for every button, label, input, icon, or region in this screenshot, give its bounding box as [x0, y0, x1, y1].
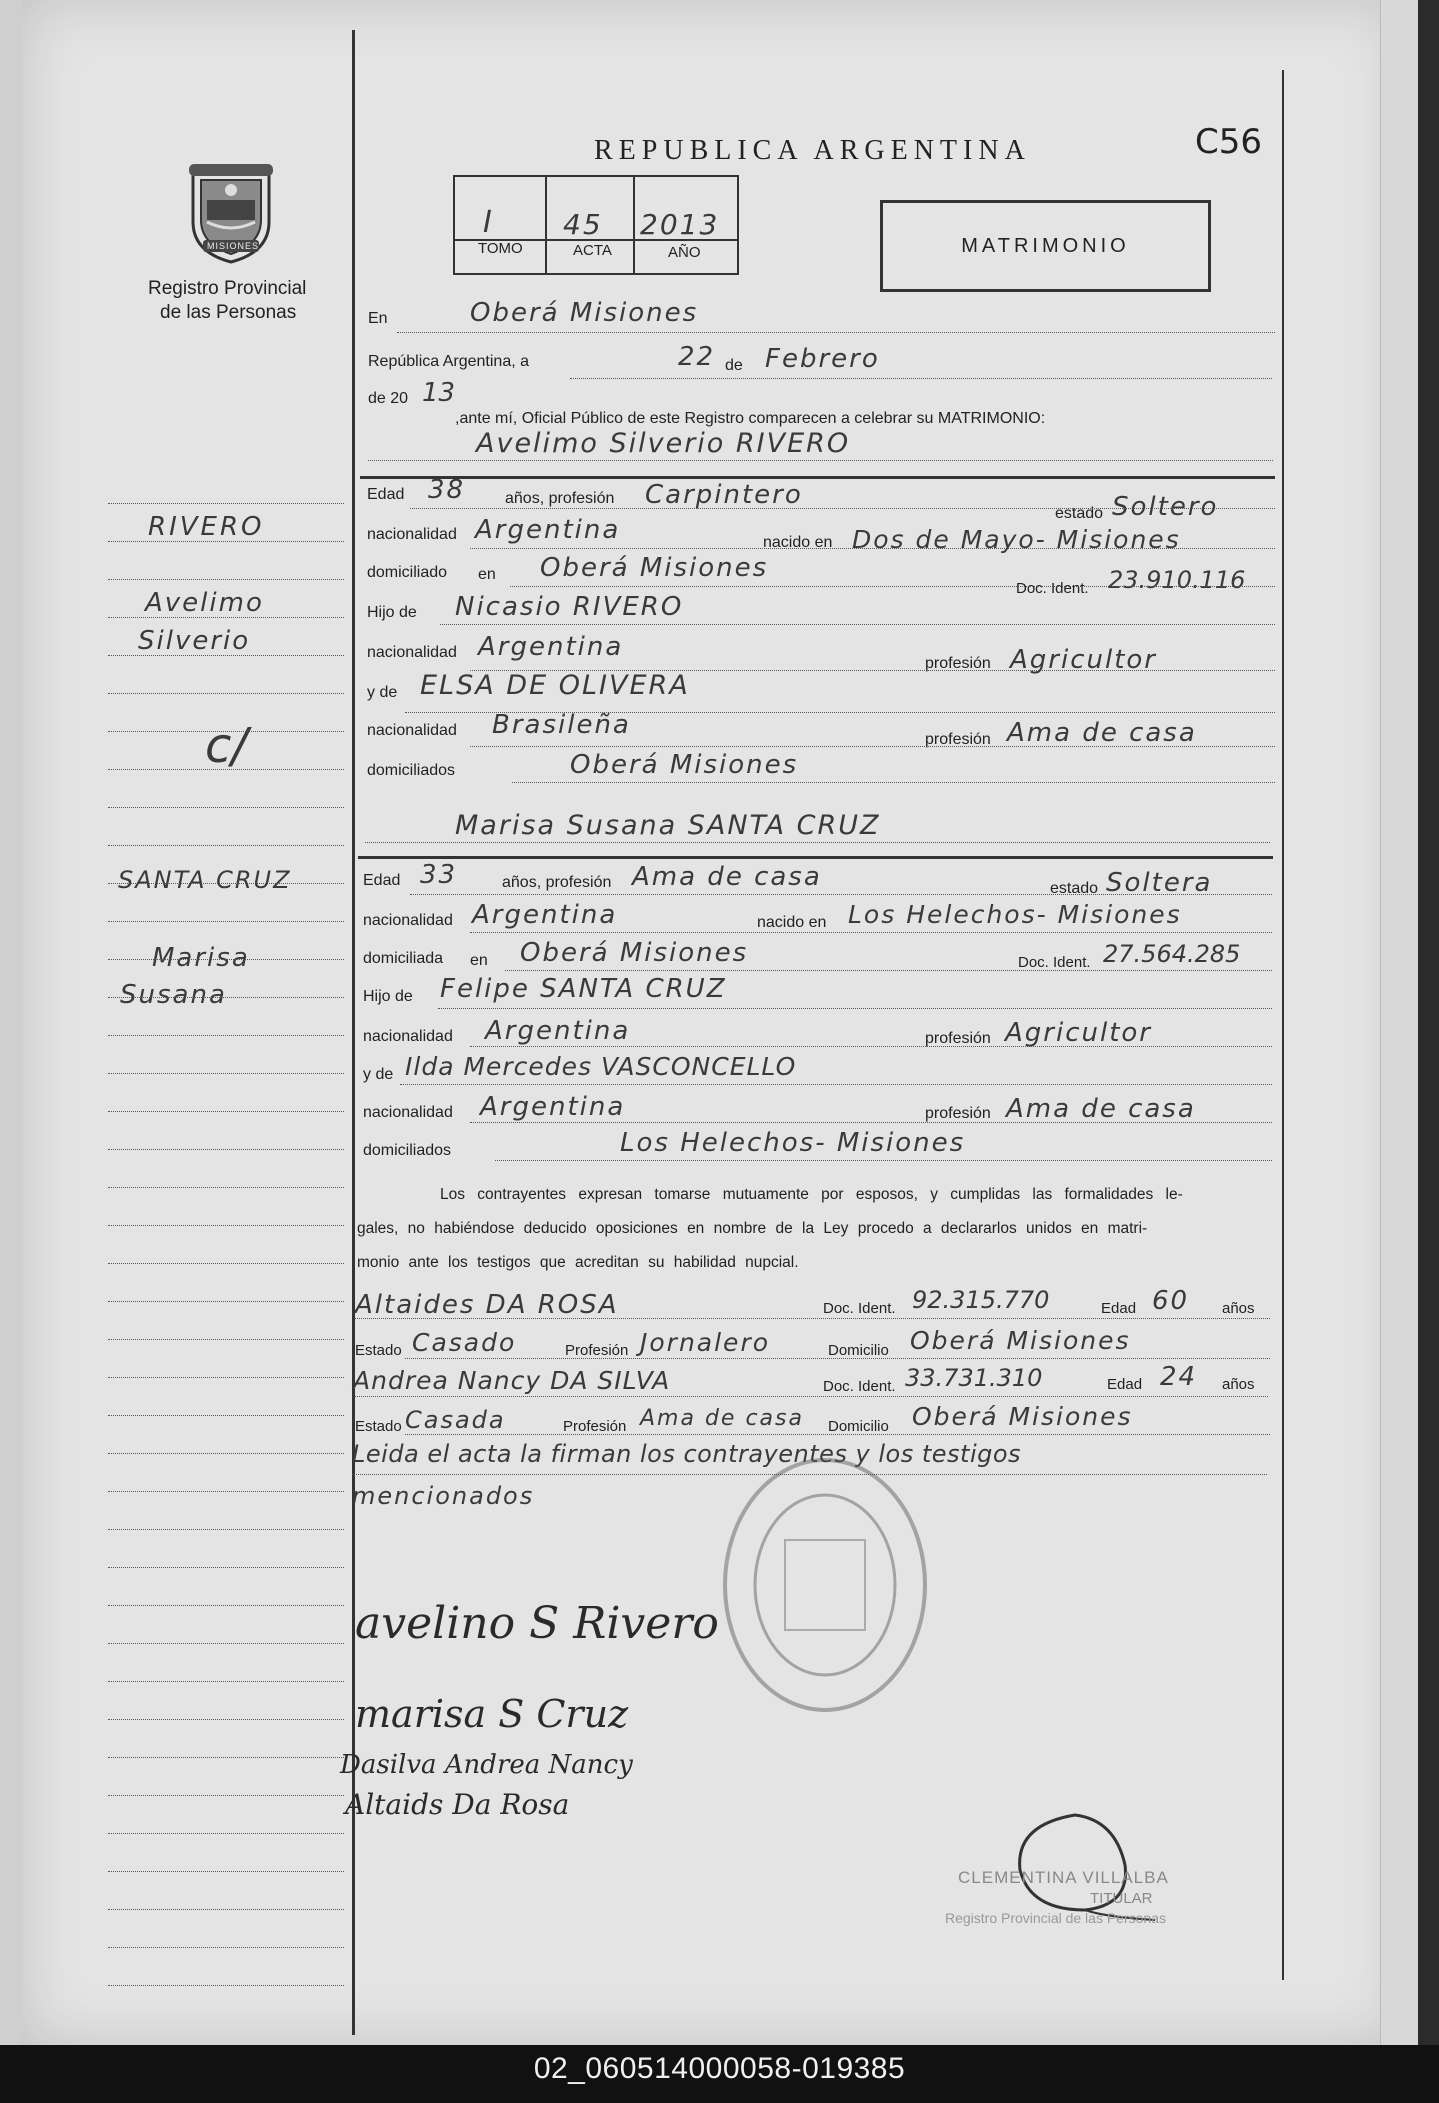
witness2-doc-label: Doc. Ident. — [823, 1378, 896, 1395]
margin-rule-line — [108, 1149, 344, 1150]
acta-value: 45 — [563, 208, 603, 241]
tomo-value: I — [483, 205, 494, 240]
declaration-line2: gales, no habiéndose deducido oposiciones en nombre de la Ley procedo a declararlos unidos en matri- — [357, 1220, 1148, 1237]
witness1-domicilio-label: Domicilio — [828, 1342, 889, 1359]
bride-father-nationality: Argentina — [485, 1016, 631, 1046]
groom-en-label: en — [478, 566, 496, 583]
margin-bride-surname: SANTA CRUZ — [118, 866, 292, 894]
groom-nacido-label: nacido en — [763, 534, 833, 551]
right-rule — [1282, 70, 1284, 1980]
registry-name-line2: de las Personas — [160, 302, 297, 323]
margin-rule-line — [108, 921, 344, 922]
margin-rule-line — [108, 1605, 344, 1606]
margin-rule-line — [108, 1909, 344, 1910]
witness1-name: Altaides DA ROSA — [355, 1290, 619, 1320]
margin-rule-line — [108, 1453, 344, 1454]
witness1-anos-label: años — [1222, 1300, 1255, 1317]
bride-father-profesion-label: profesión — [925, 1030, 991, 1047]
bride-estado: Soltera — [1106, 868, 1213, 898]
margin-rule-line — [108, 731, 344, 732]
declaration-line1: Los contrayentes expresan tomarse mutuamente por esposos, y cumplidas las formalidades le- — [440, 1186, 1183, 1203]
margin-rule-line — [108, 1681, 344, 1682]
bride-full-name: Marisa Susana SANTA CRUZ — [455, 810, 881, 841]
margin-bride-given1: Marisa — [152, 943, 250, 973]
margin-rule-line — [108, 1643, 344, 1644]
groom-father-nationality: Argentina — [478, 632, 624, 662]
year-suffix: 13 — [422, 378, 456, 408]
margin-rule-line — [108, 503, 344, 504]
groom-profession: Carpintero — [645, 480, 803, 510]
witness1-domicile: Oberá Misiones — [910, 1326, 1131, 1355]
bride-father: Felipe SANTA CRUZ — [440, 974, 727, 1004]
bride-profession: Ama de casa — [632, 862, 822, 892]
official-signature-mark — [1005, 1805, 1165, 1925]
bride-nacido-label: nacido en — [757, 914, 827, 931]
closing-line1: Leida el acta la firman los contrayentes y los testigos — [352, 1440, 1022, 1468]
bride-nationality: Argentina — [472, 900, 618, 930]
bride-yde-label: y de — [363, 1066, 394, 1083]
margin-rule-line — [108, 1339, 344, 1340]
witness1-estado-label: Estado — [355, 1342, 402, 1359]
groom-mother: ELSA DE OLIVERA — [420, 670, 690, 701]
groom-doc: 23.910.116 — [1108, 566, 1246, 594]
margin-rule-line — [108, 579, 344, 580]
groom-mother-profession: Ama de casa — [1007, 718, 1197, 748]
bride-section-rule — [358, 856, 1273, 859]
bride-edad-label: Edad — [363, 872, 401, 889]
margin-groom-given1: Avelimo — [145, 588, 264, 618]
de-label: de — [725, 357, 743, 374]
groom-estado: Soltero — [1112, 492, 1219, 522]
groom-hijo-label: Hijo de — [367, 604, 417, 621]
act-type: MATRIMONIO — [961, 235, 1130, 257]
republica-label: República Argentina, a — [368, 353, 529, 370]
official-name: CLEMENTINA VILLALBA — [958, 1868, 1169, 1887]
margin-rule-line — [108, 1719, 344, 1720]
bride-mother-nat-label: nacionalidad — [363, 1104, 453, 1121]
margin-bride-given2: Susana — [120, 980, 227, 1010]
bride-doc: 27.564.285 — [1103, 940, 1241, 968]
margin-rule-line — [108, 807, 344, 808]
year-prefix: de 20 — [368, 390, 409, 407]
groom-doc-label: Doc. Ident. — [1016, 580, 1089, 597]
groom-domiciliados-label: domiciliados — [367, 762, 456, 779]
groom-age: 38 — [428, 475, 466, 505]
margin-rule-line — [108, 1985, 344, 1986]
groom-birthplace: Dos de Mayo- Misiones — [852, 525, 1181, 554]
groom-mother-nationality: Brasileña — [492, 710, 631, 740]
witness1-age: 60 — [1152, 1286, 1190, 1316]
margin-rule-line — [108, 693, 344, 694]
witness2-domicilio-label: Domicilio — [828, 1418, 889, 1435]
witness2-doc: 33.731.310 — [905, 1364, 1043, 1392]
witness2-anos-label: años — [1222, 1376, 1255, 1393]
witness2-profesion-label: Profesión — [563, 1418, 627, 1435]
bride-signature: marisa S Cruz — [355, 1692, 629, 1736]
declaration-line3: monio ante los testigos que acreditan su habilidad nupcial. — [357, 1254, 799, 1271]
groom-estado-label: estado — [1055, 505, 1104, 522]
witness1-doc: 92.315.770 — [912, 1286, 1050, 1314]
groom-father-profesion-label: profesión — [925, 655, 991, 672]
groom-edad-label: Edad — [367, 486, 405, 503]
bride-domiciliados-label: domiciliados — [363, 1142, 452, 1159]
margin-rule-line — [108, 1529, 344, 1530]
country-title: REPUBLICA ARGENTINA — [594, 135, 1031, 166]
bride-mother-profesion-label: profesión — [925, 1105, 991, 1122]
acta-label: ACTA — [573, 242, 612, 259]
witness1-profession: Jornalero — [640, 1328, 771, 1357]
witness2-domicile: Oberá Misiones — [912, 1402, 1133, 1431]
groom-domicile: Oberá Misiones — [540, 553, 769, 583]
bride-nacionalidad-label: nacionalidad — [363, 912, 453, 929]
ano-label: AÑO — [668, 244, 701, 261]
act-type-box — [880, 200, 1211, 292]
groom-parents-domicile: Oberá Misiones — [570, 750, 799, 780]
groom-mother-profesion-label: profesión — [925, 731, 991, 748]
margin-rule-line — [108, 1415, 344, 1416]
margin-rule-line — [108, 1111, 344, 1112]
margin-rule-line — [108, 845, 344, 846]
groom-mother-nat-label: nacionalidad — [367, 722, 457, 739]
tomo-label: TOMO — [478, 240, 523, 257]
witness2-edad-label: Edad — [1107, 1376, 1143, 1393]
margin-groom-given2: Silverio — [138, 626, 251, 656]
image-code: 02_060514000058-019385 — [533, 2052, 906, 2085]
bride-mother-profession: Ama de casa — [1006, 1094, 1196, 1124]
official-title: TITULAR — [1090, 1890, 1153, 1907]
margin-rule-line — [108, 617, 344, 618]
witness1-profesion-label: Profesión — [565, 1342, 629, 1359]
page-edge — [1380, 0, 1418, 2045]
margin-rule-line — [108, 1795, 344, 1796]
bride-anos-profesion-label: años, profesión — [502, 874, 612, 891]
margin-groom-surname: RIVERO — [148, 512, 265, 542]
groom-father-profession: Agricultor — [1010, 645, 1157, 675]
groom-signature: avelino S Rivero — [355, 1598, 719, 1649]
groom-nacionalidad-label: nacionalidad — [367, 526, 457, 543]
margin-rule-line — [108, 1871, 344, 1872]
margin-rule-line — [108, 883, 344, 884]
bride-parents-domicile: Los Helechos- Misiones — [620, 1128, 966, 1158]
margin-rule-line — [108, 1263, 344, 1264]
marriage-day: 22 — [678, 342, 716, 372]
groom-yde-label: y de — [367, 684, 398, 701]
bride-en-label: en — [470, 952, 488, 969]
margin-rule-line — [108, 1301, 344, 1302]
margin-rule-line — [108, 997, 344, 998]
witness1-signature: Altaids Da Rosa — [345, 1788, 570, 1821]
bride-estado-label: estado — [1050, 880, 1099, 897]
margin-rule-line — [108, 1491, 344, 1492]
witness2-age: 24 — [1160, 1362, 1198, 1392]
groom-father: Nicasio RIVERO — [455, 592, 684, 622]
official-office: Registro Provincial de las Personas — [945, 1910, 1166, 1926]
page-number: C56 — [1195, 122, 1263, 162]
bride-domiciliada-label: domiciliada — [363, 950, 444, 967]
witness1-estado: Casado — [412, 1328, 517, 1357]
bride-birthplace: Los Helechos- Misiones — [848, 900, 1182, 929]
margin-rule-line — [108, 1073, 344, 1074]
witness2-estado-label: Estado — [355, 1418, 402, 1435]
margin-rule-line — [108, 769, 344, 770]
registry-name-line1: Registro Provincial — [148, 278, 307, 299]
margin-rule-line — [108, 1225, 344, 1226]
witness2-signature: Dasilva Andrea Nancy — [340, 1750, 633, 1780]
bride-mother: Ilda Mercedes VASCONCELLO — [405, 1052, 797, 1081]
book-spine — [0, 0, 22, 2045]
groom-full-name: Avelimo Silverio RIVERO — [476, 428, 851, 459]
marriage-place: Oberá Misiones — [470, 298, 699, 328]
registry-stamp — [715, 1450, 935, 1720]
margin-rule-line — [108, 1035, 344, 1036]
margin-rule-line — [108, 655, 344, 656]
margin-rule-line — [108, 1567, 344, 1568]
margin-rule-line — [108, 1377, 344, 1378]
en-label: En — [368, 310, 388, 327]
margin-connector: c/ — [205, 718, 248, 774]
ano-value: 2013 — [640, 208, 720, 241]
groom-section-rule — [360, 476, 1275, 479]
witness2-profession: Ama de casa — [640, 1406, 804, 1431]
bride-domicile: Oberá Misiones — [520, 938, 749, 968]
seal-caption: MISIONES — [207, 241, 260, 251]
margin-rule-line — [108, 541, 344, 542]
bride-father-profession: Agricultor — [1005, 1018, 1152, 1048]
bride-hijo-label: Hijo de — [363, 988, 413, 1005]
groom-nationality: Argentina — [475, 515, 621, 545]
bride-age: 33 — [420, 860, 458, 890]
marriage-month: Febrero — [765, 344, 880, 374]
margin-rule-line — [108, 1187, 344, 1188]
groom-domiciliado-label: domiciliado — [367, 564, 448, 581]
bride-mother-nationality: Argentina — [480, 1092, 626, 1122]
witness2-name: Andrea Nancy DA SILVA — [353, 1366, 671, 1395]
margin-rule-line — [108, 1947, 344, 1948]
bride-father-nat-label: nacionalidad — [363, 1028, 453, 1045]
witness1-doc-label: Doc. Ident. — [823, 1300, 896, 1317]
witness2-estado: Casada — [405, 1406, 506, 1434]
intro-text: ,ante mí, Oficial Público de este Registro comparecen a celebrar su MATRIMONIO: — [455, 410, 1046, 427]
witness1-edad-label: Edad — [1101, 1300, 1137, 1317]
bride-doc-label: Doc. Ident. — [1018, 954, 1091, 971]
closing-line2: mencionados — [352, 1482, 535, 1510]
margin-rule-line — [108, 1833, 344, 1834]
groom-father-nat-label: nacionalidad — [367, 644, 457, 661]
margin-rule-line — [108, 959, 344, 960]
margin-rule-line — [108, 1757, 344, 1758]
groom-anos-profesion-label: años, profesión — [505, 490, 615, 507]
